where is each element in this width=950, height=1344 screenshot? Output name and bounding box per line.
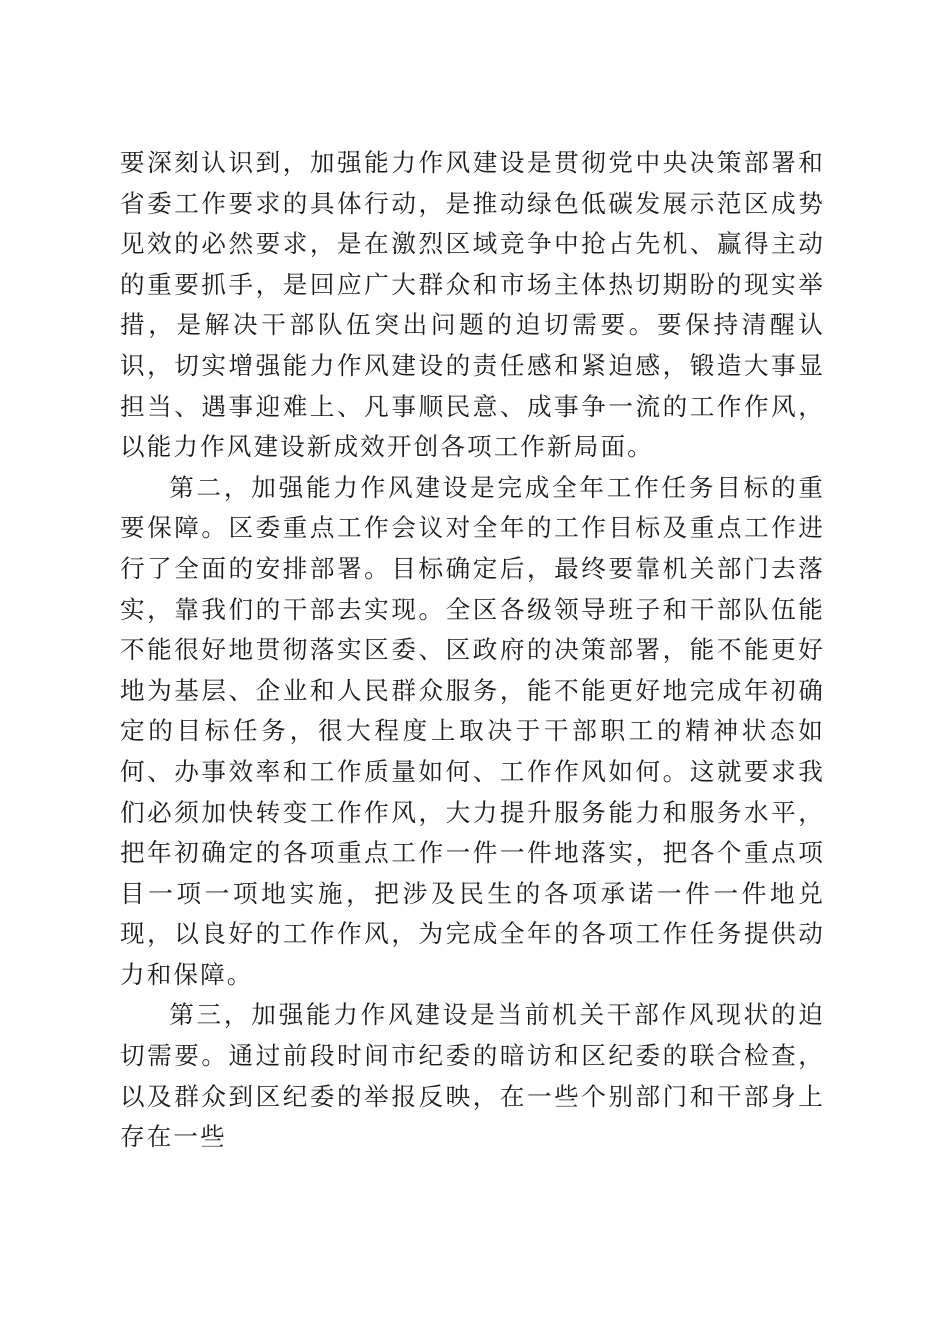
paragraph-2: 第二，加强能力作风建设是完成全年工作任务目标的重要保障。区委重点工作会议对全年的工作目标及重点工作进行了全面的安排部署。目标确定后，最终要靠机关部门去落实，靠我们的干部去实现。全区各级领导班子和干部队伍能不能很好地贯彻落实区委、区政府的决策部署，能不能更好地为基层、企业和人民群众服务，能不能更好地完成年初确定的目标任务，很大程度上取决于干部职工的精神状态如何、办事效率和工作质量如何、工作作风如何。这就要求我们必须加快转变工作作风，大力提升服务能力和服务水平，把年初确定的各项重点工作一件一件地落实，把各个重点项目一项一项地实施，把涉及民生的各项承诺一件一件地兑现，以良好的工作作风，为完成全年的各项工作任务提供动力和保障。	[120, 472, 825, 989]
paragraph-1: 要深刻认识到，加强能力作风建设是贯彻党中央决策部署和省委工作要求的具体行动，是推动绿色低碳发展示范区成势见效的必然要求，是在激烈区域竞争中抢占先机、赢得主动的重要抓手，是回应广大群众和市场主体热切期盼的现实举措，是解决干部队伍突出问题的迫切需要。要保持清醒认识，切实增强能力作风建设的责任感和紧迫感，锻造大事显担当、遇事迎难上、凡事顺民意、成事争一流的工作作风，以能力作风建设新成效开创各项工作新局面。	[120, 148, 825, 462]
document-body	[120, 143, 825, 1158]
paragraph-3: 第三，加强能力作风建设是当前机关干部作风现状的迫切需要。通过前段时间市纪委的暗访和区纪委的联合检查，以及群众到区纪委的举报反映，在一些个别部门和干部身上存在一些	[120, 1000, 825, 1152]
